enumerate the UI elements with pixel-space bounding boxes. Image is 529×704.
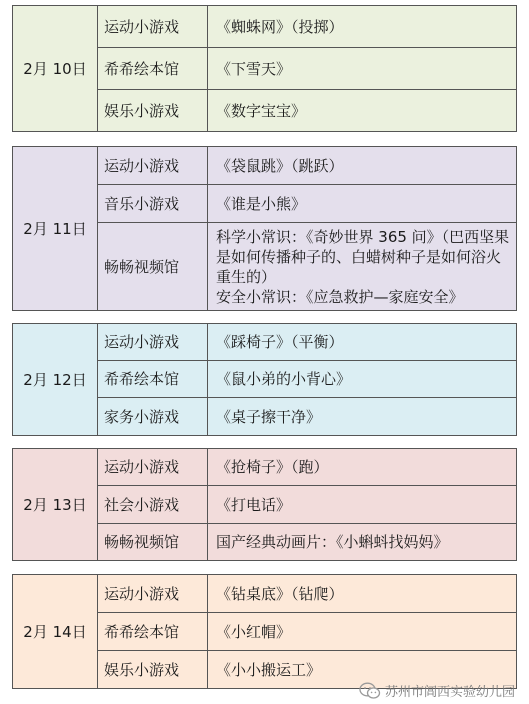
category-cell: 运动小游戏 — [98, 147, 208, 185]
content-cell-multiline — [208, 223, 517, 311]
category-cell: 娱乐小游戏 — [98, 90, 208, 132]
category-cell: 希希绘本馆 — [98, 48, 208, 90]
wechat-icon — [359, 682, 381, 700]
content-cell: 《打电话》 — [208, 486, 517, 524]
category-cell: 家务小游戏 — [98, 398, 208, 436]
category-cell: 希希绘本馆 — [98, 361, 208, 398]
content-line: 安全小常识：《应急救护—家庭安全》 — [216, 287, 464, 306]
content-cell: 《谁是小熊》 — [208, 185, 517, 223]
category-cell: 畅畅视频馆 — [98, 223, 208, 311]
category-cell: 畅畅视频馆 — [98, 524, 208, 561]
date-cell: 2月 14日 — [13, 575, 98, 689]
content-cell: 《小红帽》 — [208, 613, 517, 651]
date-cell: 2月 11日 — [13, 147, 98, 311]
category-cell: 运动小游戏 — [98, 324, 208, 361]
category-cell: 运动小游戏 — [98, 575, 208, 613]
category-cell: 希希绘本馆 — [98, 613, 208, 651]
schedule-block-feb-10 — [12, 5, 517, 132]
category-cell: 运动小游戏 — [98, 449, 208, 486]
category-cell: 社会小游戏 — [98, 486, 208, 524]
date-cell: 2月 10日 — [13, 6, 98, 132]
watermark — [359, 681, 515, 700]
schedule-block-feb-12 — [12, 323, 517, 436]
content-cell: 《蜘蛛网》（投掷） — [208, 6, 517, 48]
schedule-block-feb-14 — [12, 574, 517, 689]
date-cell: 2月 12日 — [13, 324, 98, 436]
content-cell: 国产经典动画片：《小蝌蚪找妈妈》 — [208, 524, 517, 561]
content-cell: 《小小搬运工》 — [208, 651, 517, 689]
content-cell: 《袋鼠跳》（跳跃） — [208, 147, 517, 185]
category-cell: 运动小游戏 — [98, 6, 208, 48]
content-cell: 《桌子擦干净》 — [208, 398, 517, 436]
category-cell: 娱乐小游戏 — [98, 651, 208, 689]
schedule-block-feb-13 — [12, 448, 517, 561]
watermark-text: 苏州市阊西实验幼儿园 — [384, 685, 515, 700]
content-cell: 《下雪天》 — [208, 48, 517, 90]
date-cell: 2月 13日 — [13, 449, 98, 561]
content-cell: 《鼠小弟的小背心》 — [208, 361, 517, 398]
content-cell: 《数字宝宝》 — [208, 90, 517, 132]
content-cell: 《踩椅子》（平衡） — [208, 324, 517, 361]
schedule-block-feb-11 — [12, 146, 517, 311]
content-line: 科学小常识：《奇妙世界 365 问》（巴西坚果是如何传播种子的、白蜡树种子是如何浴火重生的） — [216, 227, 510, 286]
content-cell: 《钻桌底》（钻爬） — [208, 575, 517, 613]
content-cell: 《抢椅子》（跑） — [208, 449, 517, 486]
category-cell: 音乐小游戏 — [98, 185, 208, 223]
